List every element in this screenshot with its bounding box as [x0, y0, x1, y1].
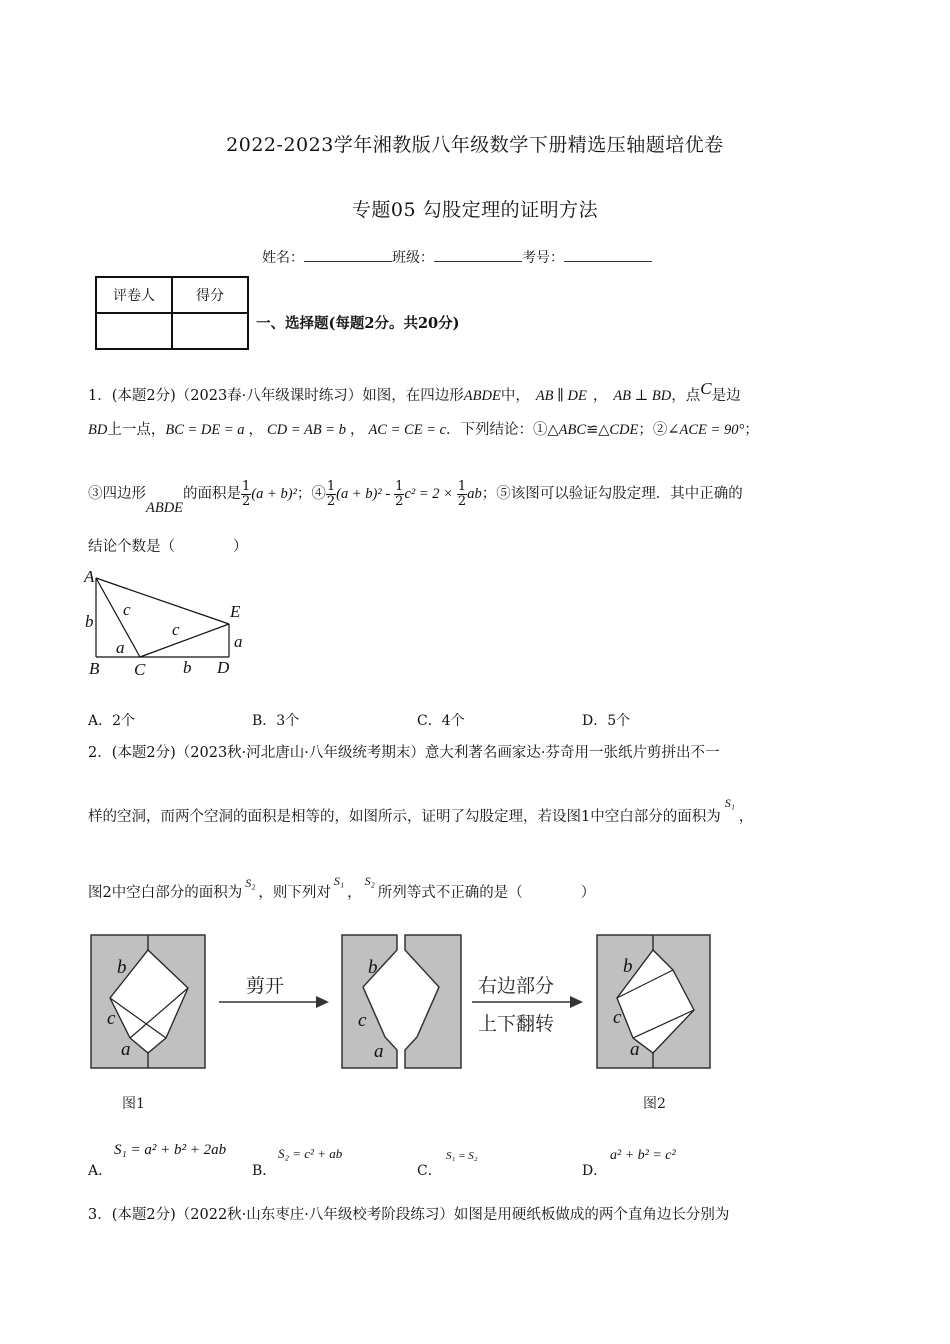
q3-line1: 3．(本题2分)（2022秋·山东枣庄·八年级校考阶段练习）如图是用硬纸板做成的两个直角边长分别为 [88, 1207, 730, 1223]
q1-angle: ∠ACE = 90° [667, 422, 745, 438]
cut-arrow [219, 975, 329, 1008]
cut-label-c: c [358, 1010, 367, 1031]
fig2-label-a: a [630, 1039, 640, 1060]
fig2-caption: 图2 [643, 1096, 666, 1112]
label-e-point: E [230, 602, 241, 621]
cut-label-a: a [374, 1041, 384, 1062]
q2-s2: S₂ [245, 876, 256, 890]
cut-label: 剪开 [246, 975, 285, 997]
q1-option-d[interactable]: D．5个 [582, 713, 631, 729]
q2-option-c-label[interactable]: C． [417, 1163, 442, 1179]
q1-eq3: AC = CE = c [368, 422, 447, 438]
frac-num: 1 [326, 479, 336, 494]
q2-text: 所列等式不正确的是（ ） [377, 885, 596, 901]
q1-square-expr: (a + b)² [251, 486, 297, 503]
q2-s2: S₂ [364, 874, 375, 888]
q2-text: ，则下列对 [258, 885, 331, 901]
q1-half-fraction [457, 480, 467, 509]
q1-option-c[interactable]: C．4个 [417, 713, 465, 729]
q2-option-c[interactable]: S₁ = S₂ [446, 1150, 478, 1162]
flip-label-2: 上下翻转 [478, 1013, 555, 1035]
q1-text: ；② [638, 422, 668, 438]
q1-line2: BD上一点，BC = DE = a ， CD = AB = b ， AC = CE = c．下列结论：①△ABC≌△CDE；②∠ACE = 90°； [88, 422, 759, 438]
fig2-label-b: b [623, 956, 633, 977]
fig1-label-b: b [117, 957, 127, 978]
grader-cell[interactable] [96, 313, 172, 349]
q1-line1: 1．(本题2分)（2023春·八年级课时练习）如图，在四边形ABDE中， AB ∥ DE ， AB ⊥ BD，点C是边 [88, 379, 741, 404]
q2-s1: S₁ [333, 874, 345, 888]
q2-text: ， [738, 809, 754, 825]
student-info-line [262, 247, 652, 265]
label-side-a: a [116, 638, 125, 657]
q1-expr4a: (a + b)² - [336, 486, 391, 503]
flip-label-1: 右边部分 [478, 975, 555, 997]
q1-text: 的面积是 [183, 486, 242, 503]
q1-text: 1．(本题2分)（2023春·八年级课时练习）如图，在四边形 [88, 388, 464, 404]
q1-option-b[interactable]: B．3个 [252, 713, 300, 729]
label-side-a: a [234, 632, 243, 651]
flip-arrow [472, 975, 583, 1035]
q1-text: ③四边形 [88, 486, 146, 503]
exam-blank[interactable] [564, 247, 652, 262]
q2-figure-1 [91, 935, 205, 1068]
fig2-label-c: c [613, 1007, 622, 1028]
score-cell[interactable] [172, 313, 248, 349]
label-d-point: D [217, 658, 230, 677]
q2-figure-cut [342, 935, 461, 1068]
class-blank[interactable] [434, 247, 522, 262]
q1-text: ，点 [671, 388, 701, 404]
q1-parallel: AB ∥ DE [535, 388, 587, 404]
label-side-b: b [183, 658, 192, 677]
q1-eq2: CD = AB = b [267, 422, 346, 438]
label-side-c: c [172, 620, 180, 639]
q1-bd: BD [88, 422, 108, 438]
segment-ae [96, 578, 229, 624]
segment-ce [140, 624, 229, 657]
frac-num: 1 [395, 479, 404, 494]
score-header: 得分 [172, 277, 248, 313]
q1-line4: 结论个数是（ ） [88, 539, 248, 555]
q1-expr4c: ab [467, 486, 482, 503]
frac-den: 2 [395, 494, 404, 509]
frac-den: 2 [326, 494, 336, 509]
q1-text: ；④ [296, 486, 326, 503]
class-label: 班级： [392, 250, 434, 266]
q1-perpendicular: AB ⊥ BD [613, 388, 672, 404]
score-table [95, 276, 249, 350]
q1-line3 [88, 479, 743, 517]
q2-line1: 2．(本题2分)（2023秋·河北唐山·八年级统考期末）意大利著名画家达·芬奇用一张纸片剪拼出不一 [88, 745, 720, 761]
q2-figure-2 [597, 935, 710, 1068]
q2-option-b-label[interactable]: B． [252, 1163, 277, 1179]
label-b-point: B [89, 659, 100, 678]
q1-text: 中， [500, 388, 530, 404]
q1-point-c: C [700, 379, 712, 398]
name-label: 姓名： [262, 250, 304, 266]
q1-half-fraction [394, 480, 404, 509]
q1-quad: ABDE [463, 388, 501, 404]
exam-label: 考号： [522, 250, 564, 266]
q1-text: ．下列结论：①△ [446, 422, 559, 438]
label-side-c: c [123, 600, 131, 619]
q2-option-a-label[interactable]: A． [88, 1163, 113, 1179]
frac-den: 2 [457, 494, 467, 509]
q1-text: ；⑤该图可以验证勾股定理．其中正确的 [481, 486, 743, 503]
frac-num: 1 [242, 479, 251, 494]
q1-eq1: BC = DE = a [165, 422, 245, 438]
label-c-point: C [134, 660, 146, 679]
q2-s1: S₁ [724, 796, 735, 810]
q2-line3 [88, 874, 596, 901]
fig1-caption: 图1 [122, 1096, 145, 1112]
name-blank[interactable] [304, 247, 392, 262]
grader-header: 评卷人 [96, 277, 172, 313]
q2-figure [86, 930, 716, 1115]
q1-text: ； [744, 422, 759, 438]
q1-option-a[interactable]: A．2个 [88, 713, 136, 729]
q1-figure [80, 565, 260, 680]
q2-option-d-label[interactable]: D． [582, 1163, 608, 1179]
fig1-label-a: a [121, 1039, 131, 1060]
document-subtitle: 专题05 勾股定理的证明方法 [351, 199, 599, 221]
label-a-point: A [84, 567, 95, 586]
q1-half-fraction [241, 480, 251, 509]
q1-quad2: ABDE [146, 500, 184, 517]
frac-den: 2 [242, 494, 251, 509]
q1-text: 上一点， [107, 422, 166, 438]
q2-option-a[interactable]: S₁ = a² + b² + 2ab [114, 1142, 227, 1158]
label-side-b: b [85, 612, 94, 631]
q1-half-fraction [326, 480, 336, 509]
q2-option-b[interactable]: S₂ = c² + ab [278, 1146, 343, 1161]
document-title: 2022-2023学年湘教版八年级数学下册精选压轴题培优卷 [226, 134, 724, 156]
frac-num: 1 [457, 479, 467, 494]
q1-text: 是边 [711, 388, 741, 404]
q1-triangle1: ABC [558, 422, 587, 438]
q2-text: 图2中空白部分的面积为 [88, 885, 243, 901]
cut-label-b: b [368, 957, 378, 978]
q2-text: 样的空洞，而两个空洞的面积是相等的，如图所示，证明了勾股定理，若设图1中空白部分的面积为 [88, 809, 721, 825]
q1-triangle2: △CDE [598, 422, 639, 438]
section-heading: 一、选择题(每题2分。共20分) [256, 315, 460, 332]
q2-text: ， [347, 885, 362, 901]
q1-expr4b: c² = 2 × [404, 486, 453, 503]
q2-option-d[interactable]: a² + b² = c² [610, 1148, 676, 1163]
q1-congruent: ≌ [586, 422, 599, 438]
q2-line2 [88, 796, 754, 825]
fig1-label-c: c [107, 1008, 116, 1029]
